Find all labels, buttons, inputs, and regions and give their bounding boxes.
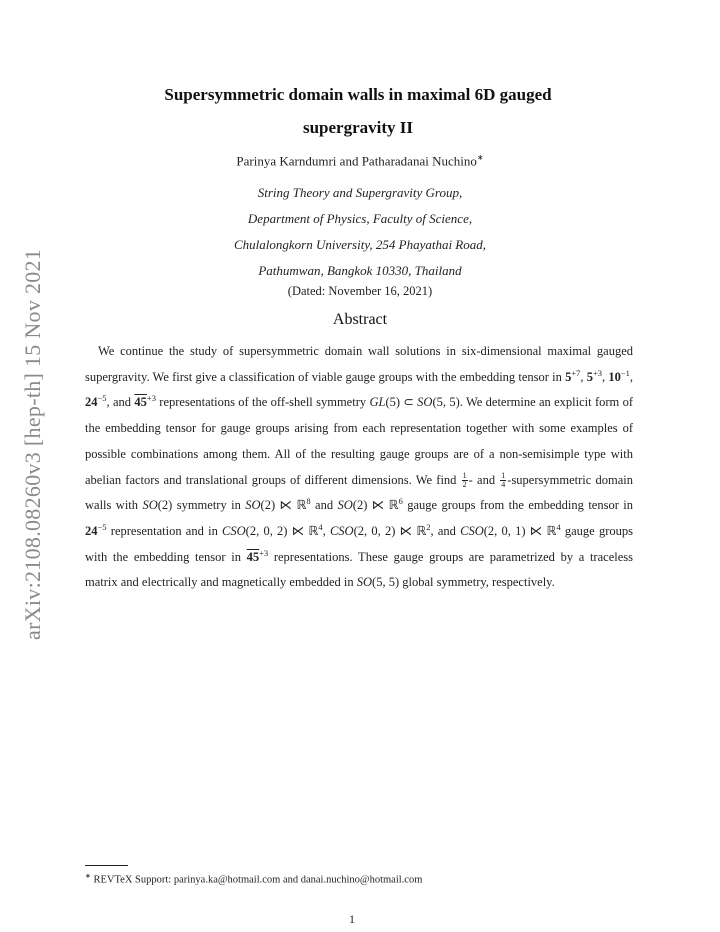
affiliation-line: Pathumwan, Bangkok 10330, Thailand bbox=[258, 263, 462, 278]
date-line: (Dated: November 16, 2021) bbox=[287, 284, 433, 298]
author-footnote-marker: ∗ bbox=[476, 153, 484, 162]
fraction-one-half: $\frac{1}{2}$ bbox=[462, 471, 467, 490]
affiliation-line: Department of Physics, Faculty of Science, bbox=[247, 211, 473, 226]
footnote-divider bbox=[85, 865, 128, 866]
affiliation-line: Chulalongkorn University, 254 Phayathai Road, bbox=[233, 237, 487, 252]
page-number: 1 bbox=[349, 912, 355, 926]
footnote bbox=[85, 872, 645, 886]
arxiv-identifier[interactable]: arXiv:2108.08260v3 [hep-th] 15 Nov 2021 bbox=[20, 248, 45, 640]
abstract-body: We continue the study of supersymmetric domain wall solutions in six-dimensional maximal gauged supergravity. We first give a classification of viable gauge groups with the embedding tensor in $5^{+7}$, $5^{+3}$, $10^{-1}$, $24^{-5}$, and $45^{+3}$ representations of the off-shell symmetry GL(5) ⊂ SO(5, 5). We determine an explicit form of the embedding tensor for gauge groups arising from each representation together with some examples of possible combinations among them. All of the resulting gauge groups are of a non-semisimple type with abelian factors and translational groups of different dimensions. We find $\frac{1}{2}$ - and $\frac{1}{4}$ -supersymmetric domain walls with SO(2) symmetry in SO(2) ⋉ ℝ$^8$ and SO(2) ⋉ ℝ$^6$ gauge groups from the embedding tensor in $24^{-5}$ representation and in CSO(2, 0, 2) ⋉ ℝ$^4$, CSO(2, 0, 2) ⋉ ℝ$^2$, and CSO(2, 0, 1) ⋉ ℝ$^4$ gauge groups with the embedding tensor in $45^{+3}$ representations. These gauge groups are parametrized by a traceless matrix and electrically and magnetically embedded in SO(5, 5) global symmetry, respectively. bbox=[85, 344, 634, 590]
footnote-text: REVTeX Support: parinya.ka@hotmail.com and danai.nuchino@hotmail.com bbox=[90, 874, 423, 886]
affiliation bbox=[130, 180, 590, 284]
title-block bbox=[100, 78, 616, 144]
paper-title-line-1: Supersymmetric domain walls in maximal 6D gauged bbox=[164, 85, 552, 104]
affiliation-line: String Theory and Supergravity Group, bbox=[257, 185, 463, 200]
fraction-one-quarter: $\frac{1}{4}$ bbox=[501, 471, 506, 490]
paper-title-line-2: supergravity II bbox=[302, 118, 414, 137]
authors bbox=[130, 153, 590, 169]
author-names: Parinya Karndumri and Patharadanai Nuchino bbox=[236, 153, 477, 169]
footnote-marker: ∗ bbox=[85, 872, 91, 880]
abstract-heading: Abstract bbox=[332, 311, 388, 328]
